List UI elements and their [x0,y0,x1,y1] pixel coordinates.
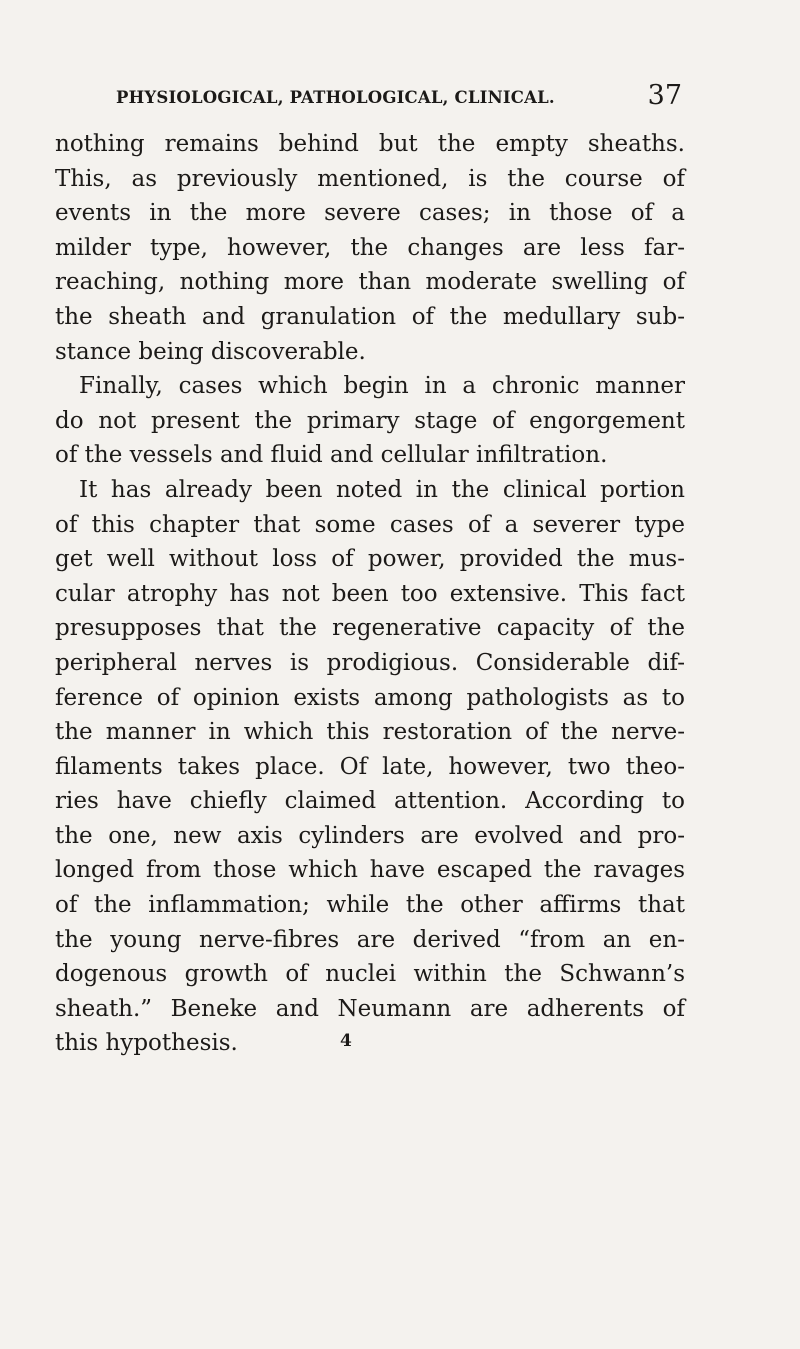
body-text [55,127,685,1061]
text-line: this hypothesis. [55,1030,238,1057]
text-line: do not present the primary stage of engorgement [55,407,685,434]
running-head: PHYSIOLOGICAL, PATHOLOGICAL, CLINICAL. [116,88,555,107]
text-line: the young nerve-fibres are derived “from an en- [55,926,685,953]
text-line: of this chapter that some cases of a severer type [55,511,685,538]
text-line: get well without loss of power, provided the mus- [55,546,685,573]
text-line: longed from those which have escaped the ravages [55,857,685,884]
text-line: of the vessels and fluid and cellular infiltration. [55,442,608,469]
signature-mark: 4 [340,1031,352,1051]
text-line: stance being discoverable. [55,338,366,365]
text-line: cular atrophy has not been too extensive. This fact [55,580,685,607]
text-line: the sheath and granulation of the medullary sub- [55,303,685,330]
text-line: of the inflammation; while the other affirms that [55,892,685,919]
text-line: events in the more severe cases; in those of a [55,200,685,227]
text-line: filaments takes place. Of late, however, two theo- [55,753,685,780]
text-line: ries have chiefly claimed attention. According to [55,788,685,815]
text-line: dogenous growth of nuclei within the Schwann’s [55,961,685,988]
page-number: 37 [647,80,682,111]
text-line: It has already been noted in the clinical portion [79,476,685,503]
text-line: the manner in which this restoration of the nerve- [55,719,685,746]
text-line: the one, new axis cylinders are evolved and pro- [55,822,685,849]
text-line: presupposes that the regenerative capacity of the [55,615,685,642]
page-header [116,80,684,120]
text-line: milder type, however, the changes are less far- [55,234,685,261]
text-line: nothing remains behind but the empty sheaths. [55,131,685,157]
text-line: peripheral nerves is prodigious. Considerable dif- [55,649,685,676]
text-line: sheath.” Beneke and Neumann are adherents of [55,995,685,1022]
text-line: reaching, nothing more than moderate swelling of [55,269,685,296]
text-line: This, as previously mentioned, is the course of [55,165,685,192]
text-line: ference of opinion exists among pathologists as to [55,684,685,711]
text-line: Finally, cases which begin in a chronic manner [79,373,685,400]
